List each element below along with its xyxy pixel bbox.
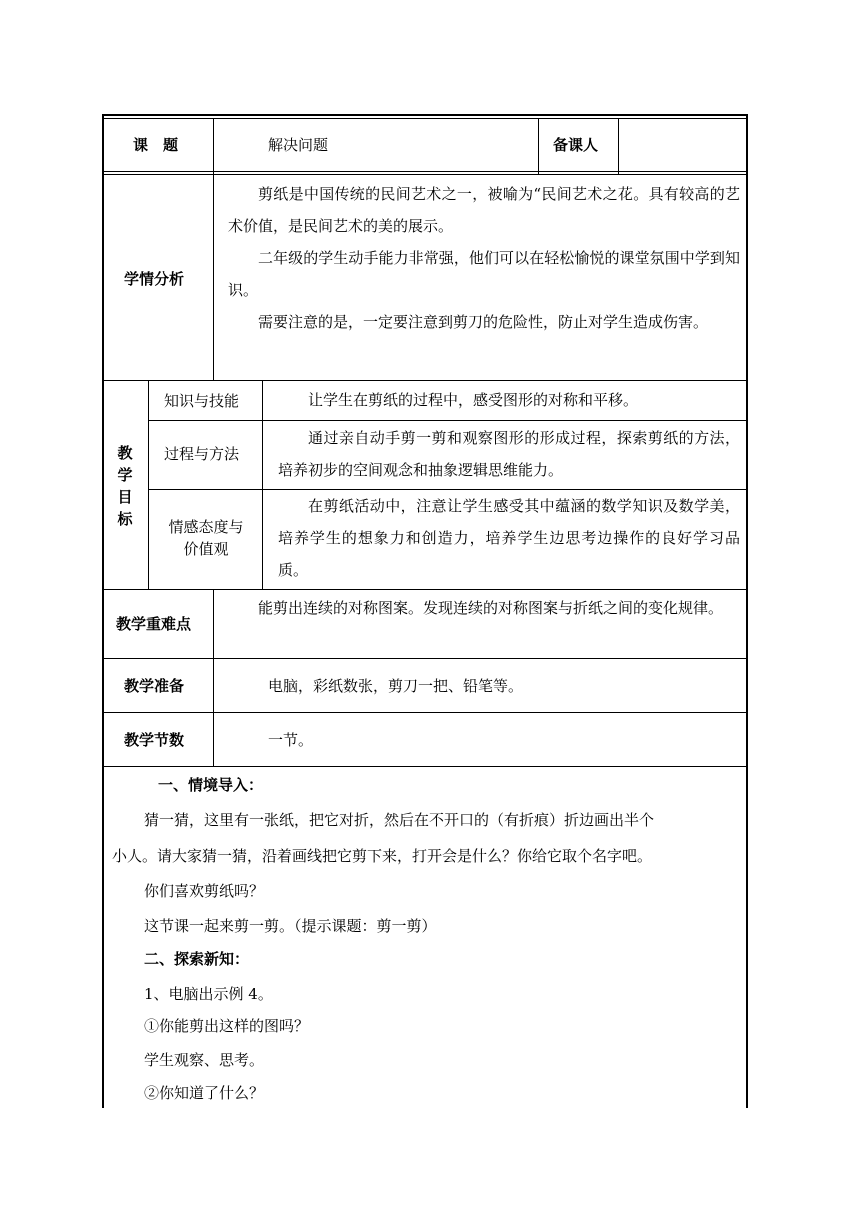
table-line <box>148 420 748 421</box>
topic-value: 解决问题 <box>268 136 329 154</box>
periods-text: 一节。 <box>268 731 314 749</box>
analysis-paragraph: 剪纸是中国传统的民间艺术之一，被喻为“民间艺术之花。具有较高的艺术价值，是民间艺术的美的展示。 <box>228 185 740 235</box>
analysis-paragraph: 二年级的学生动手能力非常强，他们可以在轻松愉悦的课堂氛围中学到知识。 <box>228 249 740 299</box>
topic-label: 课 题 <box>133 136 179 154</box>
table-line <box>213 589 214 766</box>
table-line <box>102 658 748 659</box>
table-line <box>213 175 214 380</box>
objective-emotion-text: 在剪纸活动中，注意让学生感受其中蕴涵的数学知识及数学美，培养学生的想象力和创造力，培养学生边思考边操作的良好学习品质。 <box>278 497 740 579</box>
table-line <box>102 589 748 590</box>
key-points-text: 能剪出连续的对称图案。发现连续的对称图案与折纸之间的变化规律。 <box>258 599 724 617</box>
process-line: 猜一猜，这里有一张纸，把它对折，然后在不开口的（有折痕）折边画出半个 <box>144 811 655 829</box>
process-line: 小人。请大家猜一猜，沿着画线把它剪下来，打开会是什么？你给它取个名字吧。 <box>112 847 653 865</box>
table-line <box>102 712 748 713</box>
table-line <box>618 118 619 174</box>
objective-knowledge-text: 让学生在剪纸的过程中，感受图形的对称和平移。 <box>308 391 639 409</box>
process-line: ②你知道了什么？ <box>144 1084 265 1102</box>
periods-label: 教学节数 <box>124 731 185 749</box>
preparation-label: 教学准备 <box>124 677 185 695</box>
table-line <box>102 380 748 381</box>
objective-knowledge-label: 知识与技能 <box>164 392 240 410</box>
objective-process-label: 过程与方法 <box>164 445 240 463</box>
table-line <box>538 118 539 174</box>
section2-title: 二、探索新知： <box>144 950 250 968</box>
process-line: 1、电脑出示例 4。 <box>144 985 273 1003</box>
student-analysis-text <box>228 178 740 338</box>
preparation-text: 电脑，彩纸数张，剪刀一把、铅笔等。 <box>268 677 524 695</box>
student-analysis-label: 学情分析 <box>124 270 185 288</box>
table-line <box>148 380 149 589</box>
table-line <box>102 171 748 172</box>
process-line: ①你能剪出这样的图吗？ <box>144 1017 310 1035</box>
analysis-paragraph: 需要注意的是，一定要注意到剪刀的危险性，防止对学生造成伤害。 <box>258 313 709 331</box>
table-line <box>102 766 748 767</box>
process-line: 这节课一起来剪一剪。（提示课题：剪一剪） <box>144 917 437 935</box>
process-line: 你们喜欢剪纸吗？ <box>144 882 265 900</box>
objectives-label: 教 学 目 标 <box>117 444 133 528</box>
process-line: 学生观察、思考。 <box>144 1051 265 1069</box>
section1-title: 一、情境导入： <box>158 776 264 794</box>
objective-process-text: 通过亲自动手剪一剪和观察图形的形成过程，探索剪纸的方法，培养初步的空间观念和抽象逻辑思维能力。 <box>278 429 740 479</box>
preparer-label: 备课人 <box>553 136 599 154</box>
table-line <box>102 118 748 119</box>
table-line <box>213 118 214 174</box>
objective-emotion-label: 情感态度与 价值观 <box>168 518 244 558</box>
key-points-label: 教学重难点 <box>116 615 192 633</box>
table-line <box>262 380 263 589</box>
